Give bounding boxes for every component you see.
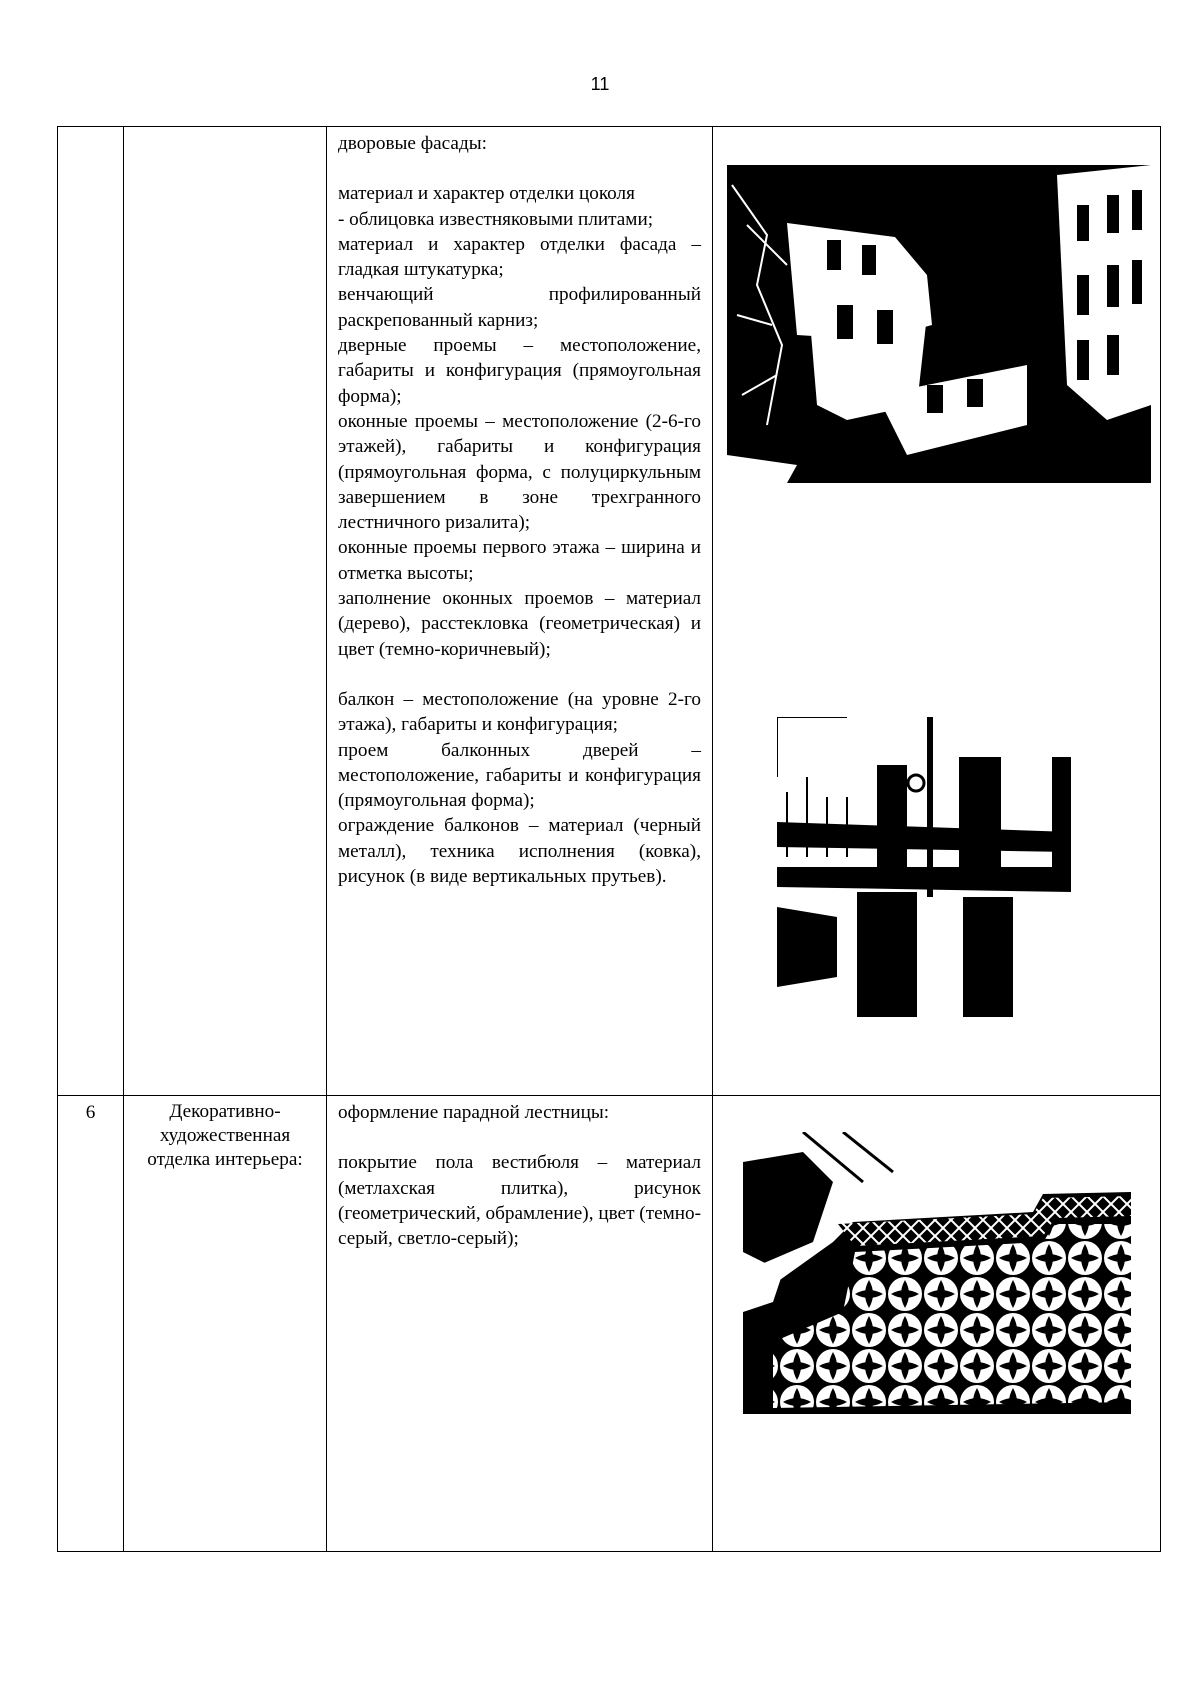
row-image-cell [713,127,1161,1096]
table-row [58,1096,1161,1552]
row-number-cell: 6 [58,1096,124,1552]
row-number-cell [58,127,124,1096]
vestibule-tile-floor-photo [743,1132,1131,1414]
row-category-cell [124,127,327,1096]
balcony-photo [777,717,1071,1017]
table-row [58,127,1161,1096]
description-line: балкон – местоположение (на уровне 2-го этажа), габариты и конфигурация; [338,688,701,736]
description-line: венчающий профилированный раскрепованный карниз; [338,284,701,331]
row-category-cell: Декоративно-художественная отделка интерьера: [124,1096,327,1552]
description-line: материал и характер отделки цоколя [338,183,635,205]
description-line: - облицовка известняковыми плитами; [338,208,654,230]
page-number: 11 [590,74,610,94]
row-description-cell [327,1096,713,1552]
description-line: материал и характер отделки фасада – гладкая штукатурка; [338,233,701,281]
description-line: ограждение балконов – материал (черный металл), техника исполнения (ковка), рисунок (в виде вертикальных прутьев). [338,815,701,888]
courtyard-facade-photo [727,165,1151,483]
row-image-cell [713,1096,1161,1552]
section-heading: оформление парадной лестницы: [338,1102,610,1123]
description-line: проем балконных дверей – местоположение, габариты и конфигурация (прямоугольная форма); [338,739,701,812]
monument-elements-table [57,126,1161,1552]
description-line: заполнение оконных проемов – материал (дерево), расстекловка (геометрическая) и цвет (темно-коричневый); [338,588,701,660]
row-description-cell [327,127,713,1096]
description-line: оконные проемы – местоположение (2-6-го этажей), габариты и конфигурация (прямоугольная форма, с полуциркульным завершением в зоне трехгранного лестничного ризалита); [338,410,701,534]
description-line: дверные проемы – местоположение, габариты и конфигурация (прямоугольная форма); [338,335,701,407]
description-line: покрытие пола вестибюля – материал (метлахская плитка), рисунок (геометрический, обрамление), цвет (темно-серый, светло-серый); [338,1152,701,1250]
description-line: оконные проемы первого этажа – ширина и отметка высоты; [338,537,701,584]
section-heading: дворовые фасады: [338,133,487,154]
